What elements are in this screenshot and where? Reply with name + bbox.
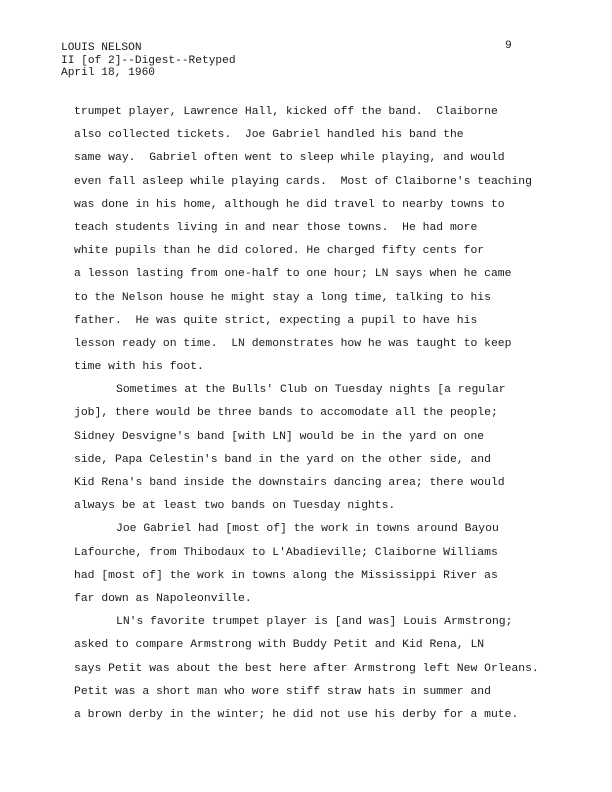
text-line: Sidney Desvigne's band [with LN] would be in the yard on one	[74, 430, 485, 443]
text-line: time with his foot.	[74, 361, 204, 374]
text-line: father. He was quite strict, expecting a pupil to have his	[74, 314, 478, 327]
text-line: same way. Gabriel often went to sleep while playing, and would	[74, 152, 505, 165]
text-line: Petit was a short man who wore stiff straw hats in summer and	[74, 685, 491, 698]
text-line: always be at least two bands on Tuesday nights.	[74, 500, 396, 513]
document-body	[74, 101, 604, 727]
text-line: a lesson lasting from one-half to one hour; LN says when he came	[74, 268, 512, 281]
text-line: asked to compare Armstrong with Buddy Petit and Kid Rena, LN	[74, 639, 485, 652]
text-line: even fall asleep while playing cards. Most of Claiborne's teaching	[74, 175, 532, 188]
text-line: to the Nelson house he might stay a long time, talking to his	[74, 291, 491, 304]
text-line: Kid Rena's band inside the downstairs dancing area; there would	[74, 477, 505, 489]
paragraph-start-line: LN's favorite trumpet player is [and was] Louis Armstrong;	[116, 616, 513, 629]
page-number: 9	[505, 40, 512, 52]
text-line: teach students living in and near those towns. He had more	[74, 221, 478, 234]
document-header	[61, 42, 236, 80]
text-line: job], there would be three bands to accomodate all the people;	[74, 407, 498, 420]
text-line: had [most of] the work in towns along the Mississippi River as	[74, 569, 498, 582]
text-line: also collected tickets. Joe Gabriel handled his band the	[74, 129, 464, 142]
paragraph-start-line: Sometimes at the Bulls' Club on Tuesday nights [a regular	[116, 384, 506, 397]
text-line: side, Papa Celestin's band in the yard on the other side, and	[74, 453, 491, 466]
header-name: LOUIS NELSON	[61, 42, 142, 54]
text-line: a brown derby in the winter; he did not use his derby for a mute.	[74, 708, 519, 721]
text-line: far down as Napoleonville.	[74, 592, 252, 605]
text-line: says Petit was about the best here after Armstrong left New Orleans.	[74, 662, 539, 675]
text-line: white pupils than he did colored. He charged fifty cents for	[74, 245, 485, 258]
header-part: II [of 2]--Digest--Retyped	[61, 54, 236, 67]
text-line: Lafourche, from Thibodaux to L'Abadieville; Claiborne Williams	[74, 546, 498, 559]
text-line: trumpet player, Lawrence Hall, kicked off the band. Claiborne	[74, 106, 498, 118]
paragraph-start-line: Joe Gabriel had [most of] the work in towns around Bayou	[116, 523, 499, 536]
header-date: April 18, 1960	[61, 67, 155, 79]
text-line: lesson ready on time. LN demonstrates how he was taught to keep	[74, 337, 512, 350]
text-line: was done in his home, although he did travel to nearby towns to	[74, 198, 505, 211]
